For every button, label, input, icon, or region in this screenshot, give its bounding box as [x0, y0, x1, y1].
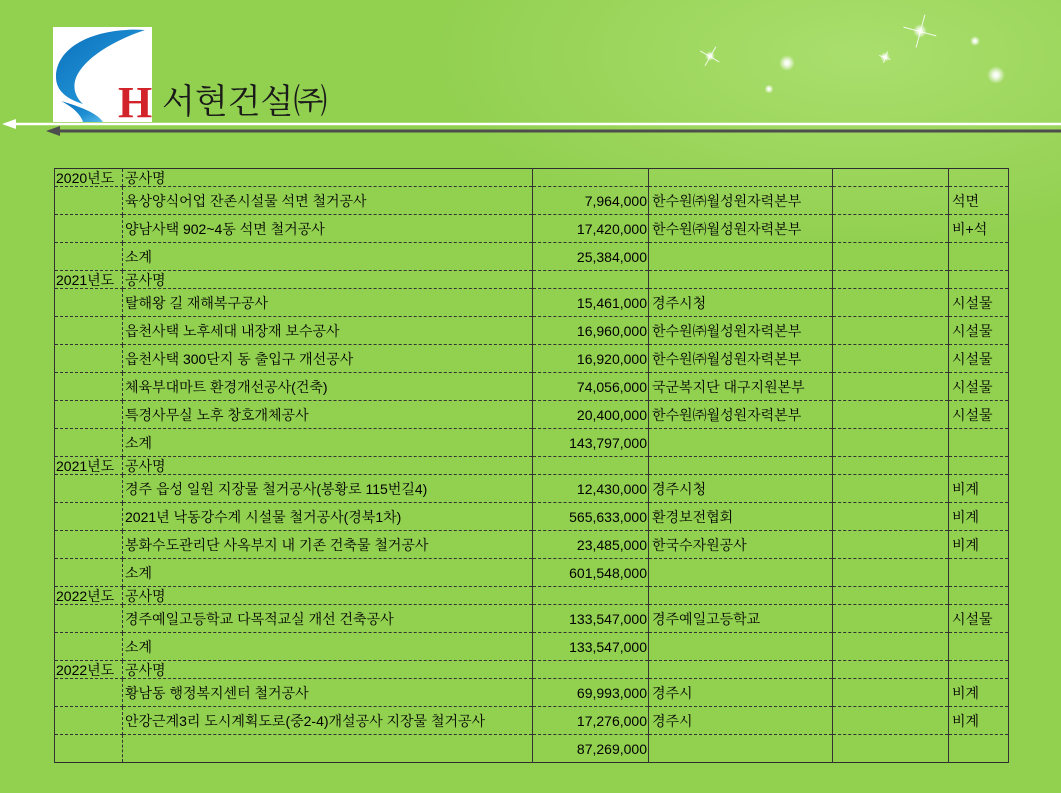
- blank-cell: [949, 169, 1009, 187]
- table-body: [55, 169, 1009, 763]
- blank-cell: [55, 707, 123, 735]
- blank-cell: [833, 633, 949, 661]
- amount-cell: 15,461,000: [533, 289, 649, 317]
- amount-cell: 74,056,000: [533, 373, 649, 401]
- type-cell: 비계: [949, 531, 1009, 559]
- blank-cell: [833, 587, 949, 605]
- blank-cell: [55, 187, 123, 215]
- type-cell: [949, 243, 1009, 271]
- blank-cell: [55, 215, 123, 243]
- blank-cell: [649, 457, 833, 475]
- section-header-row: [55, 661, 1009, 679]
- table-row: [55, 243, 1009, 271]
- blank-cell: [649, 587, 833, 605]
- amount-cell: 17,420,000: [533, 215, 649, 243]
- amount-cell: 17,276,000: [533, 707, 649, 735]
- blank-cell: [833, 373, 949, 401]
- sparkle-icon: [879, 51, 892, 64]
- blank-cell: [833, 169, 949, 187]
- blank-cell: [55, 289, 123, 317]
- sparkle-icon: [779, 55, 795, 71]
- blank-cell: [833, 429, 949, 457]
- table-row: [55, 633, 1009, 661]
- type-cell: [949, 559, 1009, 587]
- sparkle-icon: [987, 66, 1005, 84]
- project-name-cell: 양남사택 902~4동 석면 철거공사: [123, 215, 533, 243]
- blank-cell: [533, 587, 649, 605]
- type-cell: 비계: [949, 707, 1009, 735]
- project-name-cell: 읍천사택 노후세대 내장재 보수공사: [123, 317, 533, 345]
- type-cell: [949, 735, 1009, 763]
- table-row: [55, 679, 1009, 707]
- client-cell: 한수원㈜월성원자력본부: [649, 187, 833, 215]
- client-cell: 경주시: [649, 679, 833, 707]
- table-row: [55, 373, 1009, 401]
- sparkle-icon: [970, 36, 980, 46]
- sparkle-icon: [765, 85, 774, 94]
- year-cell: 2021년도: [55, 271, 123, 289]
- project-name-cell: 소계: [123, 559, 533, 587]
- blank-cell: [649, 271, 833, 289]
- blank-cell: [55, 679, 123, 707]
- amount-cell: 133,547,000: [533, 633, 649, 661]
- table-row: [55, 605, 1009, 633]
- amount-cell: 12,430,000: [533, 475, 649, 503]
- table-row: [55, 187, 1009, 215]
- amount-cell: 25,384,000: [533, 243, 649, 271]
- blank-cell: [949, 587, 1009, 605]
- type-cell: 시설물: [949, 401, 1009, 429]
- blank-cell: [55, 605, 123, 633]
- table-row: [55, 503, 1009, 531]
- blank-cell: [833, 215, 949, 243]
- type-cell: 시설물: [949, 373, 1009, 401]
- client-cell: 한수원㈜월성원자력본부: [649, 345, 833, 373]
- client-cell: [649, 559, 833, 587]
- blank-cell: [533, 271, 649, 289]
- blank-cell: [833, 605, 949, 633]
- amount-cell: 87,269,000: [533, 735, 649, 763]
- client-cell: [649, 429, 833, 457]
- column-header-cell: 공사명: [123, 169, 533, 187]
- type-cell: 비계: [949, 679, 1009, 707]
- table-row: [55, 401, 1009, 429]
- type-cell: 비계: [949, 475, 1009, 503]
- section-header-row: [55, 587, 1009, 605]
- blank-cell: [55, 243, 123, 271]
- divider-arrow-icon: [0, 114, 1061, 138]
- project-history-table: [54, 168, 1009, 763]
- blank-cell: [833, 503, 949, 531]
- blank-cell: [833, 679, 949, 707]
- amount-cell: 565,633,000: [533, 503, 649, 531]
- section-header-row: [55, 457, 1009, 475]
- project-name-cell: [123, 735, 533, 763]
- project-name-cell: 경주 읍성 일원 지장물 철거공사(봉황로 115번길4): [123, 475, 533, 503]
- year-cell: 2022년도: [55, 661, 123, 679]
- client-cell: 경주예일고등학교: [649, 605, 833, 633]
- year-cell: 2022년도: [55, 587, 123, 605]
- amount-cell: 69,993,000: [533, 679, 649, 707]
- type-cell: [949, 633, 1009, 661]
- client-cell: 경주시청: [649, 475, 833, 503]
- amount-cell: 23,485,000: [533, 531, 649, 559]
- project-name-cell: 소계: [123, 243, 533, 271]
- sparkle-icon: [911, 22, 928, 39]
- blank-cell: [833, 661, 949, 679]
- table-row: [55, 429, 1009, 457]
- company-name: 서현건설㈜: [162, 82, 328, 122]
- blank-cell: [55, 531, 123, 559]
- blank-cell: [55, 559, 123, 587]
- blank-cell: [649, 169, 833, 187]
- project-name-cell: 경주예일고등학교 다목적교실 개선 건축공사: [123, 605, 533, 633]
- project-name-cell: 특경사무실 노후 창호개체공사: [123, 401, 533, 429]
- table-row: [55, 531, 1009, 559]
- year-cell: 2020년도: [55, 169, 123, 187]
- blank-cell: [55, 633, 123, 661]
- amount-cell: 20,400,000: [533, 401, 649, 429]
- amount-cell: 133,547,000: [533, 605, 649, 633]
- type-cell: 비+석: [949, 215, 1009, 243]
- client-cell: [649, 243, 833, 271]
- project-name-cell: 안강근계3리 도시계획도로(중2-4)개설공사 지장물 철거공사: [123, 707, 533, 735]
- blank-cell: [55, 475, 123, 503]
- column-header-cell: 공사명: [123, 271, 533, 289]
- blank-cell: [833, 271, 949, 289]
- blank-cell: [833, 531, 949, 559]
- blank-cell: [533, 457, 649, 475]
- blank-cell: [949, 271, 1009, 289]
- blank-cell: [949, 661, 1009, 679]
- client-cell: 한수원㈜월성원자력본부: [649, 401, 833, 429]
- blank-cell: [833, 707, 949, 735]
- section-header-row: [55, 271, 1009, 289]
- type-cell: 시설물: [949, 345, 1009, 373]
- blank-cell: [55, 373, 123, 401]
- logo-h-letter: H: [118, 78, 152, 122]
- column-header-cell: 공사명: [123, 661, 533, 679]
- blank-cell: [949, 457, 1009, 475]
- project-name-cell: 소계: [123, 633, 533, 661]
- blank-cell: [55, 345, 123, 373]
- blank-cell: [533, 661, 649, 679]
- blank-cell: [833, 289, 949, 317]
- section-header-row: [55, 169, 1009, 187]
- blank-cell: [55, 503, 123, 531]
- blank-cell: [833, 345, 949, 373]
- table-row: [55, 735, 1009, 763]
- amount-cell: 143,797,000: [533, 429, 649, 457]
- type-cell: 시설물: [949, 605, 1009, 633]
- client-cell: 한수원㈜월성원자력본부: [649, 215, 833, 243]
- table-row: [55, 707, 1009, 735]
- type-cell: 시설물: [949, 289, 1009, 317]
- blank-cell: [833, 187, 949, 215]
- client-cell: 경주시: [649, 707, 833, 735]
- blank-cell: [55, 317, 123, 345]
- client-cell: 국군복지단 대구지원본부: [649, 373, 833, 401]
- project-name-cell: 황남동 행정복지센터 철거공사: [123, 679, 533, 707]
- blank-cell: [833, 457, 949, 475]
- blank-cell: [833, 243, 949, 271]
- client-cell: 한수원㈜월성원자력본부: [649, 317, 833, 345]
- company-logo: [53, 27, 152, 122]
- table-row: [55, 317, 1009, 345]
- table-row: [55, 345, 1009, 373]
- blank-cell: [833, 735, 949, 763]
- type-cell: [949, 429, 1009, 457]
- table-row: [55, 215, 1009, 243]
- blank-cell: [55, 429, 123, 457]
- client-cell: 환경보전협회: [649, 503, 833, 531]
- blank-cell: [833, 475, 949, 503]
- amount-cell: 16,920,000: [533, 345, 649, 373]
- amount-cell: 601,548,000: [533, 559, 649, 587]
- project-name-cell: 2021년 낙동강수계 시설물 철거공사(경북1차): [123, 503, 533, 531]
- column-header-cell: 공사명: [123, 587, 533, 605]
- blank-cell: [833, 317, 949, 345]
- project-name-cell: 봉화수도관리단 사옥부지 내 기존 건축물 철거공사: [123, 531, 533, 559]
- amount-cell: 16,960,000: [533, 317, 649, 345]
- blank-cell: [833, 559, 949, 587]
- project-name-cell: 소계: [123, 429, 533, 457]
- blank-cell: [55, 735, 123, 763]
- type-cell: 석면: [949, 187, 1009, 215]
- blank-cell: [55, 401, 123, 429]
- year-cell: 2021년도: [55, 457, 123, 475]
- client-cell: [649, 735, 833, 763]
- project-name-cell: 육상양식어업 잔존시설물 석면 철거공사: [123, 187, 533, 215]
- table-row: [55, 289, 1009, 317]
- client-cell: [649, 633, 833, 661]
- sparkle-icon: [703, 49, 717, 63]
- type-cell: 시설물: [949, 317, 1009, 345]
- table-row: [55, 559, 1009, 587]
- table-row: [55, 475, 1009, 503]
- column-header-cell: 공사명: [123, 457, 533, 475]
- project-name-cell: 읍천사택 300단지 동 출입구 개선공사: [123, 345, 533, 373]
- project-name-cell: 탈해왕 길 재해복구공사: [123, 289, 533, 317]
- project-name-cell: 체육부대마트 환경개선공사(건축): [123, 373, 533, 401]
- blank-cell: [649, 661, 833, 679]
- client-cell: 한국수자원공사: [649, 531, 833, 559]
- type-cell: 비계: [949, 503, 1009, 531]
- client-cell: 경주시청: [649, 289, 833, 317]
- amount-cell: 7,964,000: [533, 187, 649, 215]
- blank-cell: [533, 169, 649, 187]
- blank-cell: [833, 401, 949, 429]
